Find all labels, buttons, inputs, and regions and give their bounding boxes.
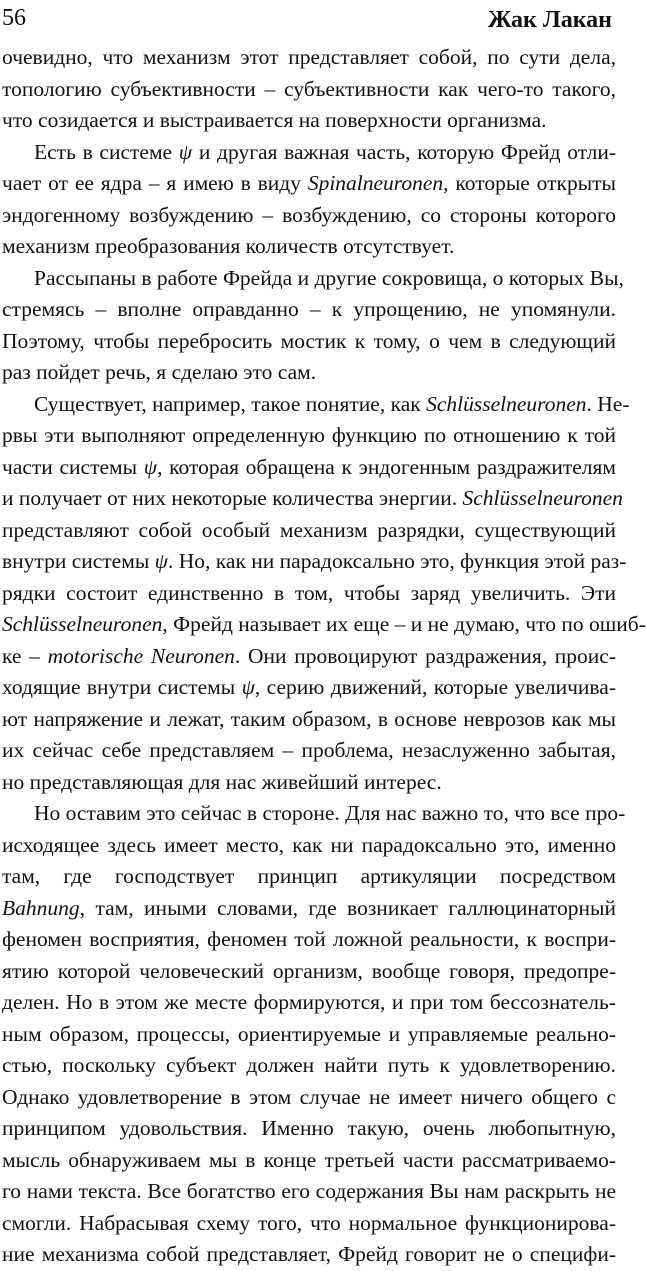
text-segment: . Не- — [586, 391, 630, 416]
text-line — [2, 1145, 616, 1177]
text-line — [2, 798, 626, 830]
text-line — [2, 515, 616, 547]
text-line — [2, 1113, 616, 1145]
text-segment: мысль обнаруживаем мы в конце третьей части рассматриваемо- — [2, 1147, 616, 1172]
text-segment: . Они провоцируют раздражения, проис- — [234, 643, 617, 668]
text-line — [2, 294, 616, 326]
text-segment: очевидно, что механизм этот представляет собой, по сути дела, — [2, 45, 616, 69]
text-segment: исходящее здесь имеет место, как ни парадоксально это, именно — [2, 832, 616, 857]
text-line — [2, 1239, 616, 1271]
text-line — [2, 200, 616, 232]
text-segment: и другая важная часть, которую Фрейд отли- — [192, 139, 616, 164]
text-segment: что созидается и выстраивается на поверхности организма. — [2, 108, 547, 132]
text-line — [2, 735, 616, 767]
text-segment: стью, поскольку субъект должен найти путь к удовлетворению. — [2, 1053, 616, 1077]
italic-term: motorische Neuronen — [47, 643, 235, 668]
text-segment: ным образом, процессы, ориентируемые и управляемые реально- — [2, 1021, 616, 1046]
italic-term: Schlüsselneuronen — [462, 486, 623, 510]
text-segment: , там, иными словами, где возникает галлюцинаторный — [79, 895, 616, 920]
text-segment: рвы эти выполняют определенную функцию по отношению к той — [2, 423, 616, 447]
text-segment: механизм преобразования количеств отсутствует. — [2, 234, 455, 258]
text-line — [2, 767, 616, 799]
text-segment: , Фрейд называет их еще – и не думаю, что по ошиб- — [162, 612, 646, 636]
text-segment: ке – — [2, 643, 48, 668]
text-segment: части системы — [2, 454, 144, 479]
italic-term: ψ — [178, 139, 193, 164]
text-segment: ют напряжение и лежат, таким образом, в основе неврозов как мы — [2, 706, 616, 731]
text-segment: раз пойдет речь, я сделаю это сам. — [2, 360, 317, 384]
text-line — [2, 137, 616, 169]
body-text — [2, 42, 646, 1271]
text-segment: там, где господствует принцип артикуляции посредством — [2, 864, 616, 888]
text-segment: внутри системы — [2, 549, 155, 573]
italic-term: Bahnung — [2, 895, 80, 920]
text-segment: Есть в системе — [34, 139, 179, 164]
text-segment: , которая обращена к эндогенным раздражителям — [157, 454, 616, 479]
text-line — [2, 1208, 616, 1240]
text-line — [2, 74, 616, 106]
text-line — [2, 956, 616, 988]
text-line — [2, 357, 616, 389]
page-number: 56 — [2, 5, 26, 31]
text-segment: , серию движений, которые увеличива- — [254, 675, 616, 699]
text-line — [2, 105, 616, 137]
text-line — [2, 641, 616, 673]
text-segment: ятию которой человеческий организм, вообще говоря, предопре- — [2, 958, 616, 983]
text-segment: , которые открыты — [443, 171, 616, 195]
text-line — [2, 609, 646, 641]
text-segment: . Но, как ни парадоксально это, функция этой раз- — [168, 549, 627, 573]
text-segment: представляют собой особый механизм разрядки, существующий — [2, 517, 616, 542]
text-segment: стремясь – вполне оправданно – к упрощению, не упомянули. — [2, 297, 616, 321]
text-line — [2, 1176, 616, 1208]
text-line — [2, 420, 616, 452]
text-segment: топологию субъективности – субъективности как чего-то такого, — [2, 76, 616, 101]
text-line — [2, 1019, 616, 1051]
text-segment: смогли. Набрасывая схему того, что нормальное функционирова- — [2, 1210, 616, 1235]
text-segment: ние механизма собой представляет, Фрейд говорит не о специфи- — [2, 1242, 616, 1266]
text-segment: Однако удовлетворение в этом случае не имеет ничего общего с — [2, 1084, 616, 1109]
text-line — [2, 231, 616, 263]
italic-term: ψ — [143, 454, 158, 479]
text-line — [2, 672, 616, 704]
text-line — [2, 483, 623, 515]
text-line — [2, 1082, 616, 1114]
text-line — [2, 42, 616, 74]
text-line — [2, 546, 627, 578]
italic-term: Schlüsselneuronen — [2, 612, 163, 636]
text-line — [2, 389, 630, 421]
text-segment: принципом удовольствия. Именно такую, очень любопытную, — [2, 1116, 616, 1140]
text-line — [2, 578, 616, 610]
text-line — [2, 263, 624, 295]
text-line — [2, 987, 616, 1019]
text-segment: Но оставим это сейчас в стороне. Для нас важно то, что все про- — [34, 801, 626, 825]
text-line — [2, 861, 616, 893]
text-segment: ходящие внутри системы — [2, 675, 242, 699]
text-segment: Поэтому, чтобы перебросить мостик к тому, о чем в следующий — [2, 328, 616, 353]
text-segment: Существует, например, такое понятие, как — [34, 391, 427, 416]
italic-term: ψ — [154, 549, 169, 573]
text-segment: но представляющая для нас живейший интерес. — [2, 769, 442, 794]
text-line — [2, 168, 616, 200]
text-segment: эндогенному возбуждению – возбуждению, со стороны которого — [2, 202, 616, 227]
text-segment: делен. Но в этом же месте формируются, и при том бессознатель- — [2, 990, 616, 1014]
text-line — [2, 830, 616, 862]
text-line — [2, 326, 616, 358]
text-segment: чает от ее ядра – я имею в виду — [2, 171, 308, 195]
text-line — [2, 924, 616, 956]
text-line — [2, 893, 616, 925]
text-segment: и получает от них некоторые количества энергии. — [2, 486, 463, 510]
text-line — [2, 704, 616, 736]
italic-term: Schlüsselneuronen — [426, 391, 587, 416]
page-header — [0, 2, 620, 38]
text-segment: феномен восприятия, феномен той ложной реальности, к воспри- — [2, 927, 616, 951]
text-segment: Рассыпаны в работе Фрейда и другие сокровища, о которых Вы, — [34, 265, 624, 290]
text-line — [2, 452, 616, 484]
italic-term: ψ — [241, 675, 255, 699]
text-segment: го нами текста. Все богатство его содержания Вы нам раскрыть не — [2, 1179, 616, 1203]
text-line — [2, 1050, 616, 1082]
text-segment: их сейчас себе представляем – проблема, незаслуженно забытая, — [2, 738, 616, 762]
text-segment: рядки состоит единственно в том, чтобы заряд увеличить. Эти — [2, 580, 616, 605]
running-head-author: Жак Лакан — [487, 7, 612, 33]
italic-term: Spinalneuronen — [307, 171, 444, 195]
